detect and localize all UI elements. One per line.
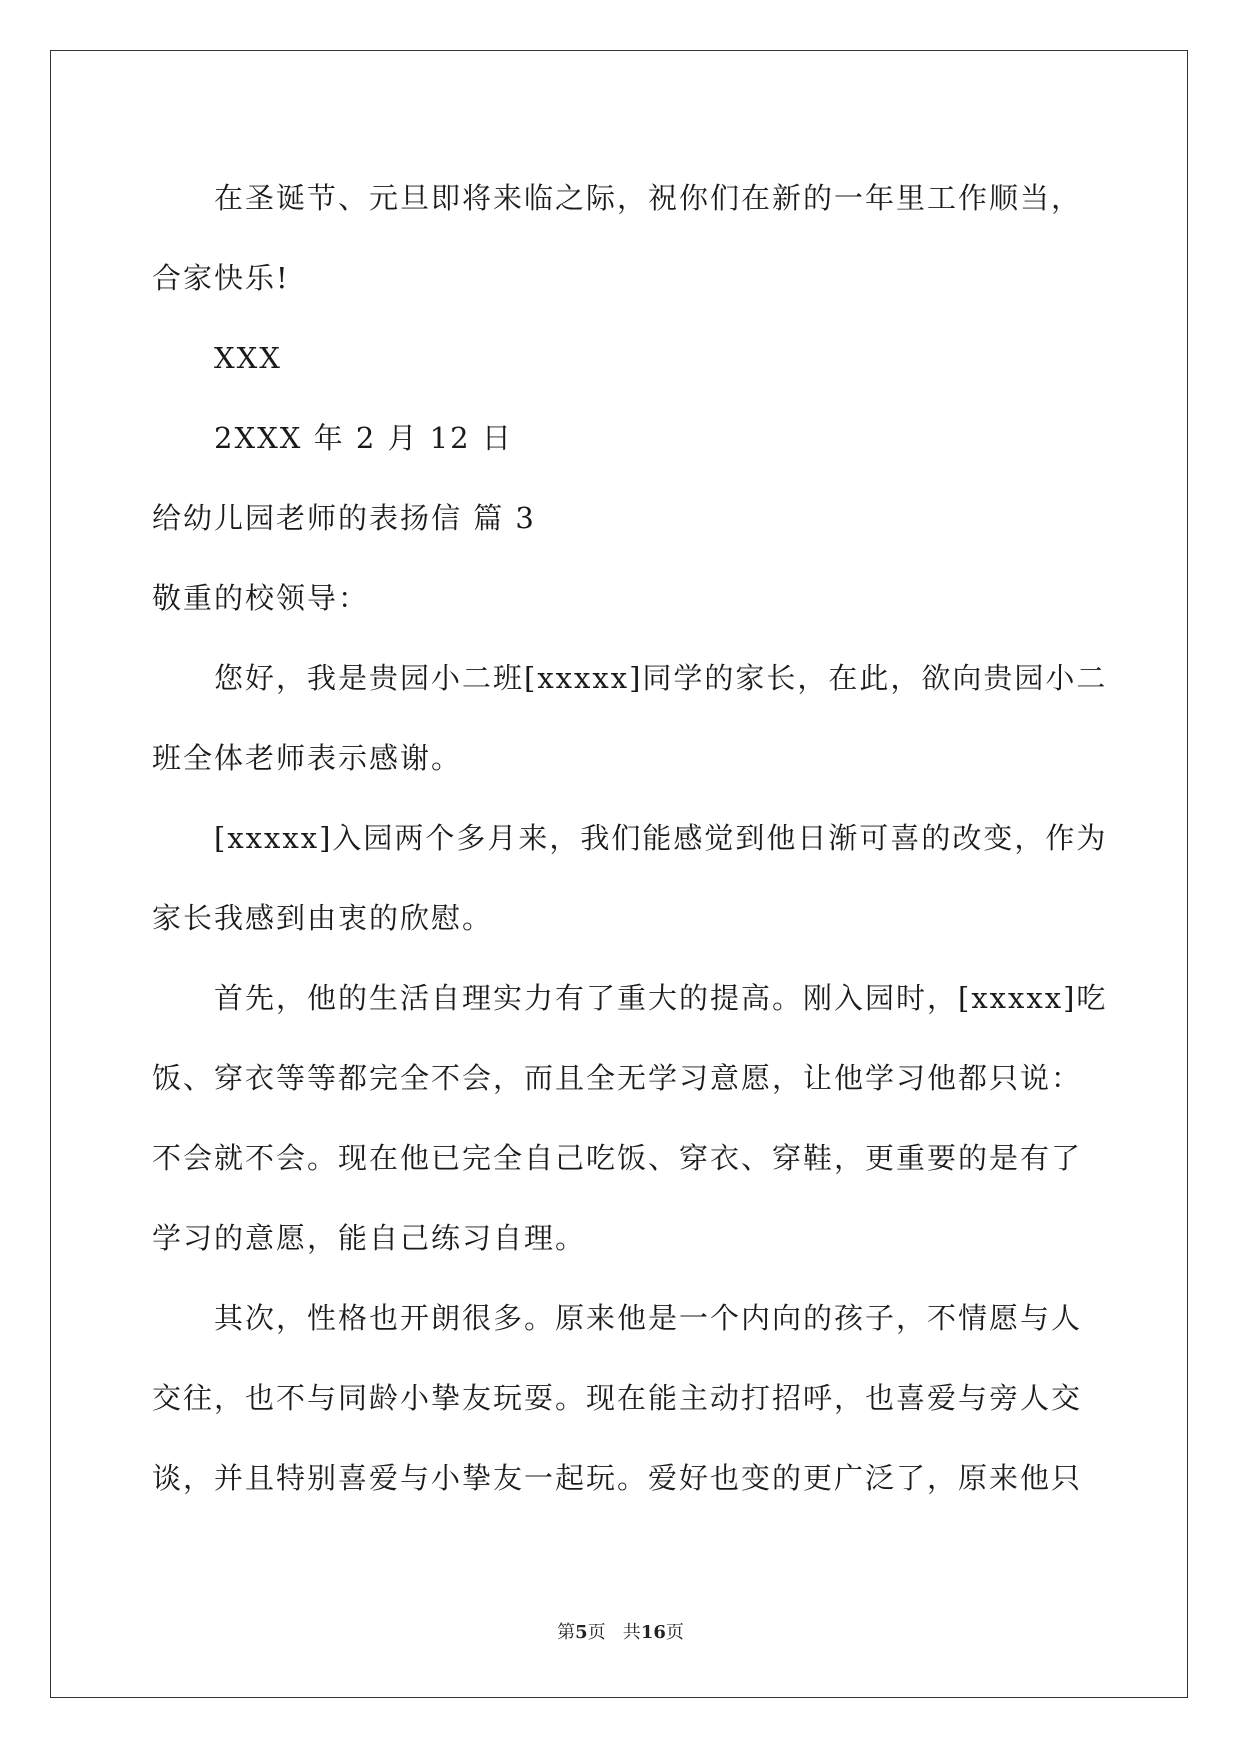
salutation: 敬重的校领导： <box>152 581 370 615</box>
page-prefix: 第 <box>557 1622 576 1643</box>
paragraph-line: 其次，性格也开朗很多。原来他是一个内向的孩子，不情愿与人 <box>214 1301 1083 1335</box>
paragraph-line: 学习的意愿，能自己练习自理。 <box>152 1221 587 1255</box>
document-body <box>152 158 1108 1518</box>
page-footer <box>0 1618 1241 1644</box>
page-suffix: 页 <box>665 1622 684 1643</box>
paragraph-line: 不会就不会。现在他已完全自己吃饭、穿衣、穿鞋，更重要的是有了 <box>152 1141 1083 1175</box>
paragraph-line: [xxxxx]入园两个多月来，我们能感觉到他日渐可喜的改变，作为 <box>214 821 1108 855</box>
section-heading: 给幼儿园老师的表扬信 篇 3 <box>152 501 536 535</box>
signature-name: XXX <box>214 341 282 375</box>
paragraph-line: 饭、穿衣等等都完全不会，而且全无学习意愿，让他学习他都只说： <box>152 1061 1083 1095</box>
paragraph-line: 在圣诞节、元旦即将来临之际，祝你们在新的一年里工作顺当， <box>214 181 1083 215</box>
signature-date: 2XXX 年 2 月 12 日 <box>214 421 513 455</box>
page-mid: 页 共 <box>587 1622 641 1643</box>
paragraph-line: 首先，他的生活自理实力有了重大的提高。刚入园时，[xxxxx]吃 <box>214 981 1108 1015</box>
paragraph-line: 班全体老师表示感谢。 <box>152 741 463 775</box>
paragraph-line: 交往，也不与同龄小挚友玩耍。现在能主动打招呼，也喜爱与旁人交 <box>152 1381 1083 1415</box>
paragraph-line: 合家快乐! <box>152 261 290 295</box>
paragraph-line: 谈，并且特别喜爱与小挚友一起玩。爱好也变的更广泛了，原来他只 <box>152 1461 1083 1495</box>
paragraph-line: 家长我感到由衷的欣慰。 <box>152 901 494 935</box>
paragraph-line: 您好，我是贵园小二班[xxxxx]同学的家长，在此，欲向贵园小二 <box>214 661 1108 695</box>
page-total: 16 <box>640 1622 666 1643</box>
page-current: 5 <box>575 1622 588 1643</box>
